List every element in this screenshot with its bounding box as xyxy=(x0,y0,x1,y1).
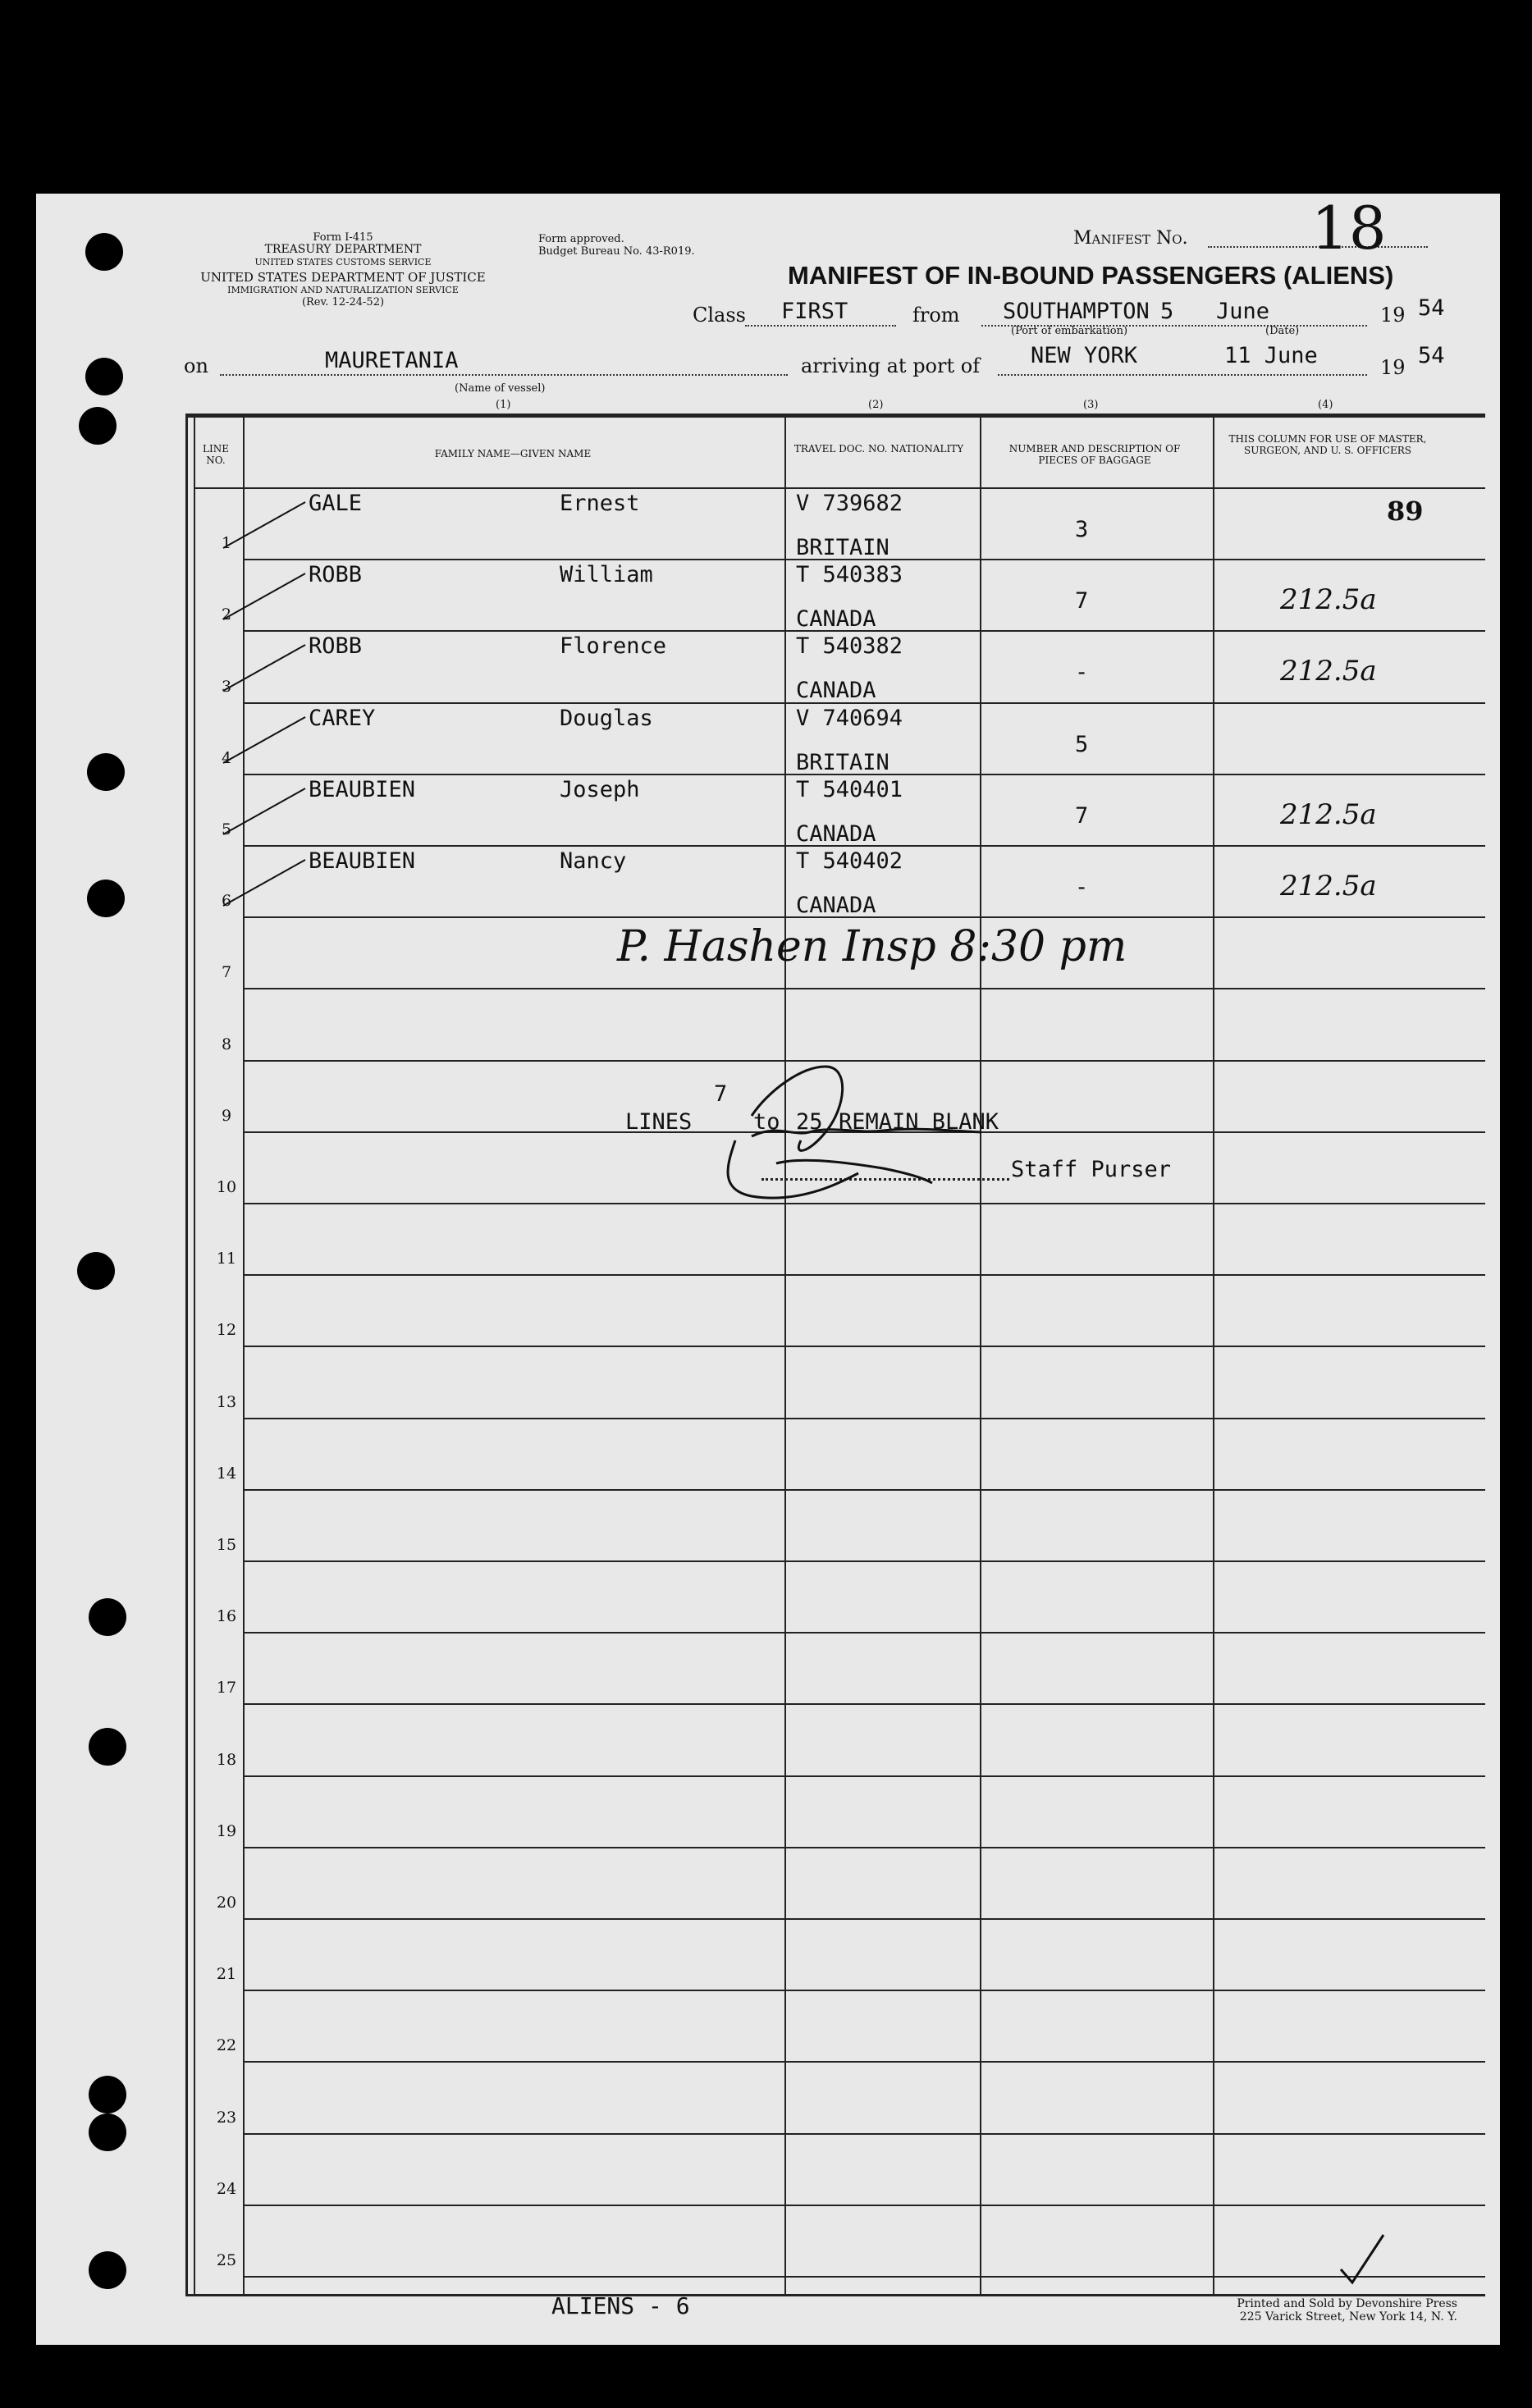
justice-department: UNITED STATES DEPARTMENT OF JUSTICE xyxy=(200,270,486,285)
line-number: 15 xyxy=(216,1536,237,1554)
punch-hole xyxy=(87,880,125,917)
line-number: 21 xyxy=(216,1965,237,1983)
baggage-column-number: (3) xyxy=(1083,399,1099,411)
customs-service: UNITED STATES CUSTOMS SERVICE xyxy=(254,257,432,267)
line-number: 8 xyxy=(221,1035,232,1053)
officer-note: 89 xyxy=(1387,496,1424,527)
row-divider xyxy=(243,2061,1485,2063)
family-name: ROBB xyxy=(309,562,363,587)
column-header-name: FAMILY NAME—GIVEN NAME xyxy=(434,448,592,459)
printer-line-1: Printed and Sold by Devonshire Press xyxy=(1237,2297,1457,2310)
class-value: FIRST xyxy=(781,299,848,324)
family-name: ROBB xyxy=(309,633,363,659)
travel-doc-number: T 540402 xyxy=(796,848,903,874)
officer-note: 212.5a xyxy=(1280,798,1377,831)
travel-doc-number: V 739682 xyxy=(796,491,903,516)
row-divider xyxy=(243,1775,1485,1777)
signature-title: Staff Purser xyxy=(1011,1157,1172,1182)
row-divider xyxy=(243,1560,1485,1562)
column-header-officers: THIS COLUMN FOR USE OF MASTER, SURGEON, AND U. S. OFFICERS xyxy=(1228,433,1427,456)
line-number: 11 xyxy=(216,1250,237,1268)
line-number: 9 xyxy=(221,1107,232,1125)
arrival-line xyxy=(998,374,1367,376)
line-number: 2 xyxy=(221,605,232,624)
table-column-divider xyxy=(980,414,981,2294)
punch-hole xyxy=(89,2251,126,2289)
line-number: 20 xyxy=(216,1894,237,1912)
row-divider xyxy=(243,988,1485,989)
printer-info xyxy=(1137,2297,1457,2323)
table-column-divider xyxy=(784,414,786,2294)
line-number: 10 xyxy=(216,1178,237,1196)
row-divider xyxy=(243,1847,1485,1848)
officers-column-number: (4) xyxy=(1318,399,1333,411)
baggage-count: - xyxy=(1075,875,1089,900)
line-number: 6 xyxy=(221,892,232,910)
row-divider xyxy=(243,1418,1485,1419)
row-divider xyxy=(243,1489,1485,1491)
family-name: CAREY xyxy=(309,706,376,731)
footer-label: ALIENS - 6 xyxy=(551,2292,690,2319)
line-number: 5 xyxy=(221,820,232,838)
arrival-year: 54 xyxy=(1418,343,1445,368)
page-title: MANIFEST OF IN-BOUND PASSENGERS (ALIENS) xyxy=(788,261,1394,290)
nationality: CANADA xyxy=(796,821,876,847)
travel-doc-number: T 540383 xyxy=(796,562,903,587)
punch-hole xyxy=(89,1598,126,1636)
punch-hole xyxy=(89,2113,126,2151)
given-name: Joseph xyxy=(560,777,640,802)
treasury-department: TREASURY DEPARTMENT xyxy=(264,243,422,256)
remain-blank: REMAIN BLANK xyxy=(839,1109,999,1135)
ins-service: IMMIGRATION AND NATURALIZATION SERVICE xyxy=(227,285,459,295)
row-divider xyxy=(243,1990,1485,1991)
nationality: CANADA xyxy=(796,606,876,632)
travel-doc-number: T 540401 xyxy=(796,777,903,802)
embarkation-month: June xyxy=(1216,299,1270,324)
vessel-column-number: (1) xyxy=(496,399,511,411)
given-name: William xyxy=(560,562,653,587)
given-name: Ernest xyxy=(560,491,640,516)
form-number: Form I-415 xyxy=(313,231,373,244)
line-number: 22 xyxy=(216,2036,237,2054)
line-number: 17 xyxy=(216,1679,237,1697)
row-divider xyxy=(243,1632,1485,1634)
form-header-left xyxy=(179,231,507,308)
line-number: 25 xyxy=(216,2251,237,2269)
embarkation-day: 5 xyxy=(1160,299,1174,324)
baggage-count: 7 xyxy=(1075,803,1089,829)
purser-signature xyxy=(702,1058,1063,1222)
officer-note: 212.5a xyxy=(1280,583,1377,616)
given-name: Douglas xyxy=(560,706,653,731)
line-number: 4 xyxy=(221,749,232,767)
baggage-count: 5 xyxy=(1075,732,1089,757)
row-divider xyxy=(243,1703,1485,1705)
printer-line-2: 225 Varick Street, New York 14, N. Y. xyxy=(1239,2310,1457,2323)
blank-lines-to: 25 xyxy=(796,1109,823,1135)
given-name: Nancy xyxy=(560,848,627,874)
on-label: on xyxy=(184,354,208,377)
manifest-number-label: Manifest No. xyxy=(1073,228,1188,249)
line-number: 19 xyxy=(216,1822,237,1840)
year-prefix-arrival: 19 xyxy=(1380,356,1406,379)
row-divider xyxy=(243,1918,1485,1920)
blank-lines-to-label: to xyxy=(753,1109,780,1135)
header-divider xyxy=(194,487,1485,489)
punch-hole xyxy=(79,407,117,445)
budget-bureau: Budget Bureau No. 43-R019. xyxy=(538,245,695,258)
table-left-inner-border xyxy=(194,414,195,2294)
line-number: 16 xyxy=(216,1607,237,1625)
vessel-line xyxy=(220,374,788,376)
line-number: 7 xyxy=(221,963,232,981)
family-name: BEAUBIEN xyxy=(309,848,416,874)
vessel-caption: (Name of vessel) xyxy=(455,382,546,395)
officer-note: 212.5a xyxy=(1280,870,1377,902)
form-approved: Form approved. xyxy=(538,233,624,245)
doc-column-number: (2) xyxy=(868,399,884,411)
class-line xyxy=(745,325,896,327)
line-number: 23 xyxy=(216,2109,237,2127)
nationality: CANADA xyxy=(796,893,876,918)
form-approval xyxy=(538,233,695,258)
embarkation-port: SOUTHAMPTON xyxy=(1003,299,1150,324)
row-divider xyxy=(243,1274,1485,1276)
officer-note: 212.5a xyxy=(1280,655,1377,688)
table-bottom-border xyxy=(185,2294,1485,2296)
punch-hole xyxy=(85,233,123,271)
inspection-note: P. Hashen Insp 8:30 pm xyxy=(617,922,1127,971)
blank-lines-label: LINES xyxy=(625,1109,693,1135)
line-number: 3 xyxy=(221,678,232,696)
family-name: BEAUBIEN xyxy=(309,777,416,802)
revision-date: (Rev. 12-24-52) xyxy=(301,296,385,308)
line-number: 13 xyxy=(216,1393,237,1411)
nationality: BRITAIN xyxy=(796,750,889,775)
travel-doc-number: V 740694 xyxy=(796,706,903,731)
check-mark xyxy=(1338,2232,1387,2289)
class-label: Class xyxy=(693,304,746,327)
family-name: GALE xyxy=(309,491,363,516)
baggage-count: - xyxy=(1075,660,1089,685)
column-header-line-no: LINE NO. xyxy=(203,443,229,466)
line-number: 12 xyxy=(216,1321,237,1339)
column-header-baggage: NUMBER AND DESCRIPTION OF PIECES OF BAGGAGE xyxy=(1008,443,1181,466)
embarkation-year: 54 xyxy=(1418,295,1445,321)
row-divider xyxy=(243,2133,1485,2135)
line-number: 1 xyxy=(221,534,232,552)
date-caption: (Date) xyxy=(1265,325,1300,337)
arrival-date: 11 June xyxy=(1224,343,1318,368)
punch-hole xyxy=(89,1728,126,1766)
row-divider xyxy=(243,2276,1485,2278)
arriving-label: arriving at port of xyxy=(801,354,981,377)
row-divider xyxy=(243,1346,1485,1347)
baggage-count: 3 xyxy=(1075,517,1089,542)
manifest-number: 18 xyxy=(1311,194,1387,263)
line-number: 14 xyxy=(216,1464,237,1483)
nationality: BRITAIN xyxy=(796,535,889,560)
vessel-name: MAURETANIA xyxy=(325,348,459,373)
column-header-doc: TRAVEL DOC. NO. NATIONALITY xyxy=(793,443,964,455)
from-label: from xyxy=(912,304,960,327)
row-divider xyxy=(243,2205,1485,2206)
port-caption: (Port of embarkation) xyxy=(1011,325,1128,337)
table-top-border xyxy=(185,414,1485,418)
given-name: Florence xyxy=(560,633,667,659)
line-number: 18 xyxy=(216,1751,237,1769)
punch-hole xyxy=(77,1252,115,1290)
nationality: CANADA xyxy=(796,678,876,703)
arrival-port: NEW YORK xyxy=(1031,343,1138,368)
year-prefix-embark: 19 xyxy=(1380,304,1406,327)
line-number: 24 xyxy=(216,2180,237,2198)
baggage-count: 7 xyxy=(1075,588,1089,614)
travel-doc-number: T 540382 xyxy=(796,633,903,659)
table-column-divider xyxy=(1213,414,1214,2294)
punch-hole xyxy=(89,2076,126,2113)
punch-hole xyxy=(85,358,123,395)
blank-lines-from: 7 xyxy=(714,1081,728,1107)
table-left-border xyxy=(185,414,188,2294)
punch-hole xyxy=(87,753,125,791)
